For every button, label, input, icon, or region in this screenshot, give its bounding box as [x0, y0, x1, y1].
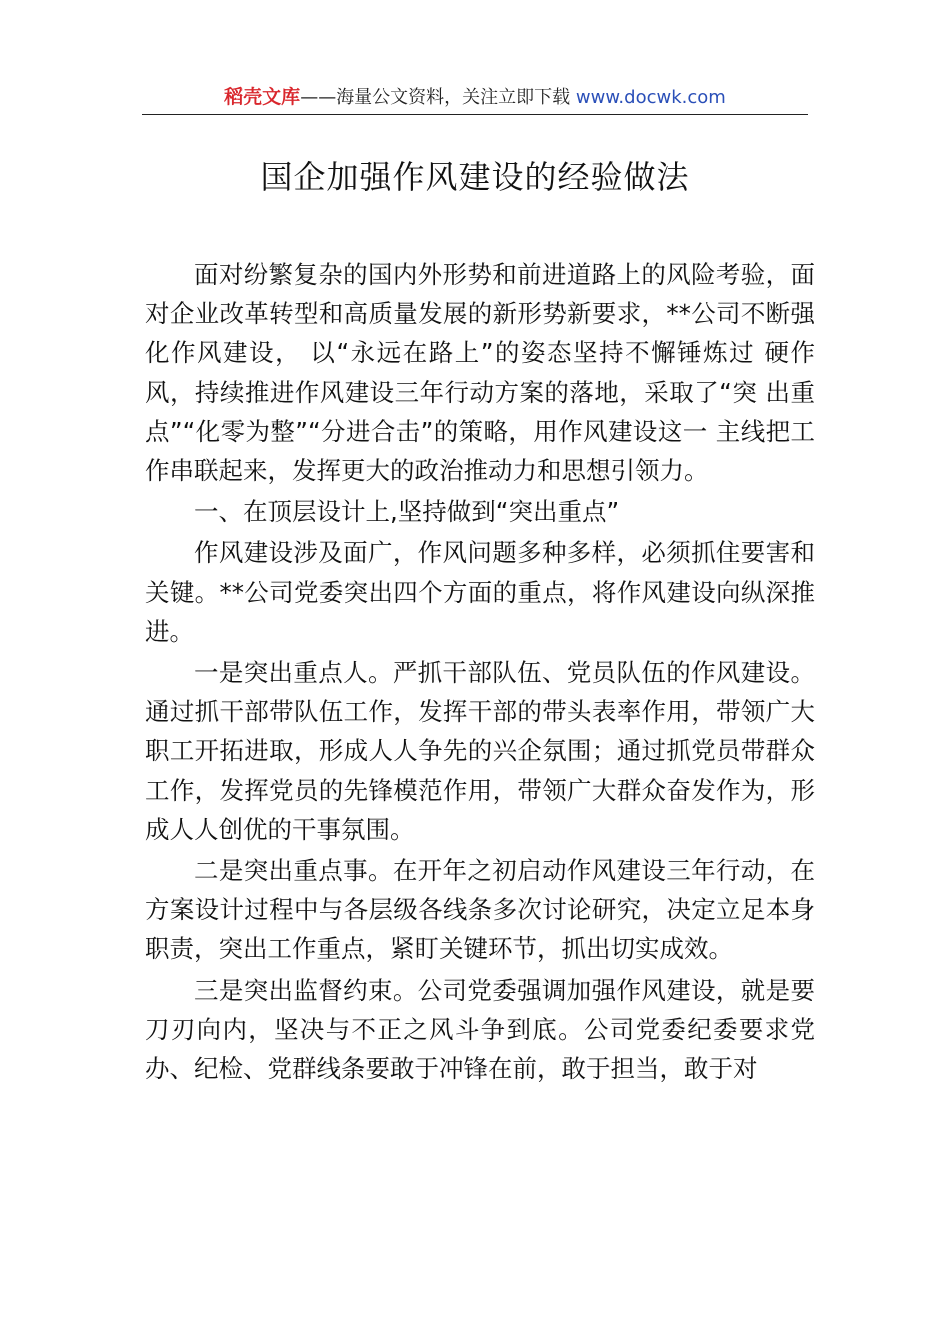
section-heading: 一、在顶层设计上,坚持做到“突出重点” [194, 497, 620, 527]
body-paragraph: 一是突出重点人。严抓干部队伍、党员队伍的作风建设。通过抓干部带队伍工作，发挥干部的带头表率作用，带领广大职工开拓进取，形成人人争先的兴企氛围；通过抓党员带群众工作，发挥党员的先锋模范作用，带领广大群众奋发作为，形成人人创优的干事氛围。 [145, 658, 815, 844]
body-paragraph: 作风建设涉及面广，作风问题多种多样，必须抓住要害和关键。**公司党委突出四个方面的重点，将作风建设向纵深推进。 [145, 538, 815, 646]
page-title: 国企加强作风建设的经验做法 [260, 158, 690, 196]
header-tagline: ——海量公文资料，关注立即下载 [300, 87, 571, 108]
document-header [142, 84, 808, 115]
body-paragraph: 三是突出监督约束。公司党委强调加强作风建设，就是要刀刃向内，坚决与不正之风斗争到底。公司党委纪委要求党办、纪检、党群线条要敢于冲锋在前，敢于担当，敢于对 [145, 975, 815, 1084]
document-body [145, 255, 815, 1088]
site-url-link[interactable]: www.docwk.com [575, 87, 726, 108]
intro-paragraph: 面对纷繁复杂的国内外形势和前进道路上的风险考验，面对企业改革转型和高质量发展的新形势新要求，**公司不断强化作风建设， 以“永远在路上”的姿态坚持不懈锤炼过 硬作风，持续推进作风建设三年行动方案的落地，采取了“突 出重点”“化零为整”“分进合击”的策略，用作风建设这一 主线把工作串联起来，发挥更大的政治推动力和思想引领力。 [145, 260, 815, 486]
body-paragraph: 二是突出重点事。在开年之初启动作风建设三年行动，在方案设计过程中与各层级各线条多次讨论研究，决定立足本身职责，突出工作重点，紧盯关键环节，抓出切实成效。 [145, 856, 815, 964]
brand-name: 稻壳文库 [224, 86, 301, 108]
